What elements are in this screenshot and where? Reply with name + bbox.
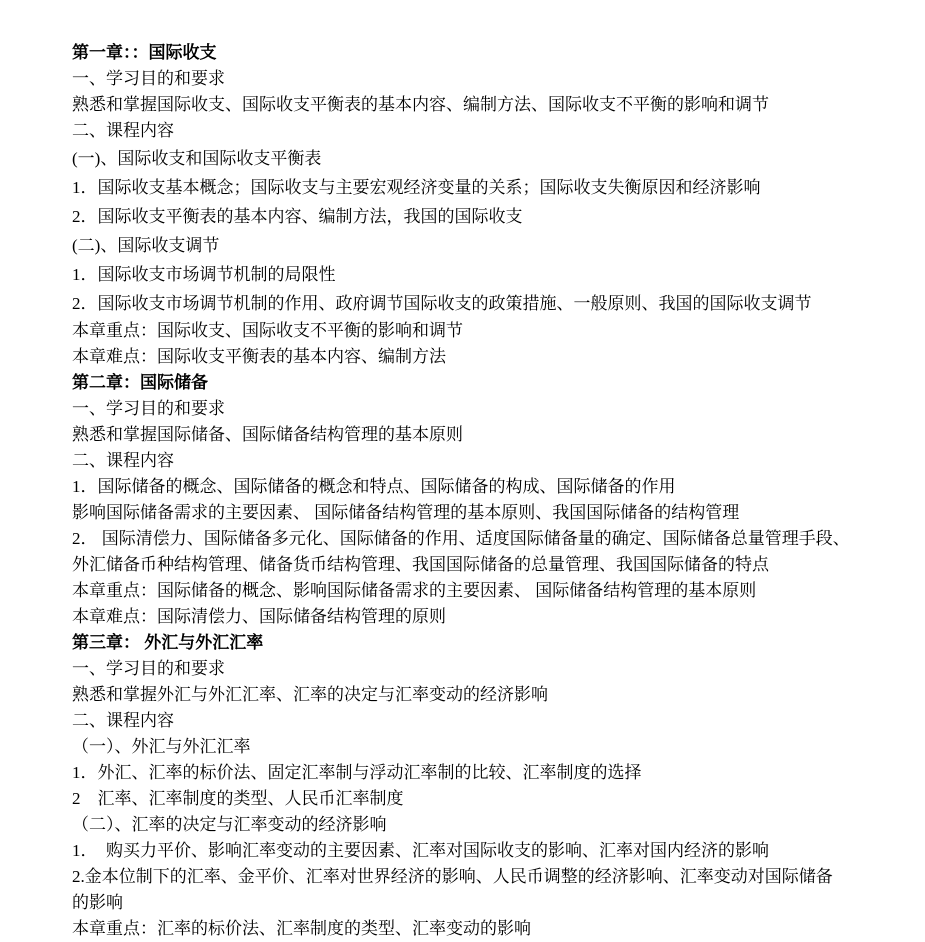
document-line-19: 2． 国际清偿力、国际储备多元化、国际储备的作用、适度国际储备量的确定、国际储备总量管理手段、 — [72, 529, 850, 548]
document-line-1: 第一章：：国际收支 — [72, 43, 217, 62]
document-line-9: 1．国际收支市场调节机制的局限性 — [72, 265, 336, 284]
document-line-5: (一)、国际收支和国际收支平衡表 — [72, 149, 322, 168]
document-line-12: 本章难点：国际收支平衡表的基本内容、编制方法 — [72, 347, 446, 366]
document-line-8: (二)、国际收支调节 — [72, 236, 220, 255]
document-line-6: 1．国际收支基本概念；国际收支与主要宏观经济变量的关系；国际收支失衡原因和经济影响 — [72, 178, 761, 197]
document-line-15: 熟悉和掌握国际储备、国际储备结构管理的基本原则 — [72, 425, 463, 444]
document-line-24: 一、学习目的和要求 — [72, 659, 225, 678]
document-line-32: 2.金本位制下的汇率、金平价、汇率对世界经济的影响、人民币调整的经济影响、汇率变动对国际储备 — [72, 867, 833, 886]
document-line-3: 熟悉和掌握国际收支、国际收支平衡表的基本内容、编制方法、国际收支不平衡的影响和调节 — [72, 95, 769, 114]
document-line-33: 的影响 — [72, 893, 123, 912]
document-line-18: 影响国际储备需求的主要因素、 国际储备结构管理的基本原则、我国国际储备的结构管理 — [72, 503, 740, 522]
document-line-16: 二、课程内容 — [72, 451, 174, 470]
document-line-30: （二）、汇率的决定与汇率变动的经济影响 — [72, 815, 387, 834]
document-line-21: 本章重点：国际储备的概念、影响国际储备需求的主要因素、 国际储备结构管理的基本原则 — [72, 581, 757, 600]
document-line-23: 第三章： 外汇与外汇汇率 — [72, 633, 264, 652]
document-line-27: （一）、外汇与外汇汇率 — [72, 737, 251, 756]
document-line-10: 2．国际收支市场调节机制的作用、政府调节国际收支的政策措施、一般原则、我国的国际收支调节 — [72, 294, 812, 313]
document-line-20: 外汇储备币种结构管理、储备货币结构管理、我国国际储备的总量管理、我国国际储备的特点 — [72, 555, 769, 574]
document-line-4: 二、课程内容 — [72, 121, 174, 140]
document-line-34: 本章重点：汇率的标价法、汇率制度的类型、汇率变动的影响 — [72, 919, 531, 938]
document-line-13: 第二章：国际储备 — [72, 373, 208, 392]
document-line-7: 2．国际收支平衡表的基本内容、编制方法，我国的国际收支 — [72, 207, 523, 226]
document-line-25: 熟悉和掌握外汇与外汇汇率、汇率的决定与汇率变动的经济影响 — [72, 685, 548, 704]
document-line-22: 本章难点：国际清偿力、国际储备结构管理的原则 — [72, 607, 446, 626]
document-line-14: 一、学习目的和要求 — [72, 399, 225, 418]
document-line-28: 1．外汇、汇率的标价法、固定汇率制与浮动汇率制的比较、汇率制度的选择 — [72, 763, 642, 782]
document-line-29: 2 汇率、汇率制度的类型、人民币汇率制度 — [72, 789, 404, 808]
document-line-26: 二、课程内容 — [72, 711, 174, 730]
document-line-11: 本章重点：国际收支、国际收支不平衡的影响和调节 — [72, 321, 463, 340]
document-line-2: 一、学习目的和要求 — [72, 69, 225, 88]
document-line-17: 1．国际储备的概念、国际储备的概念和特点、国际储备的构成、国际储备的作用 — [72, 477, 676, 496]
document-line-31: 1． 购买力平价、影响汇率变动的主要因素、汇率对国际收支的影响、汇率对国内经济的影响 — [72, 841, 769, 860]
